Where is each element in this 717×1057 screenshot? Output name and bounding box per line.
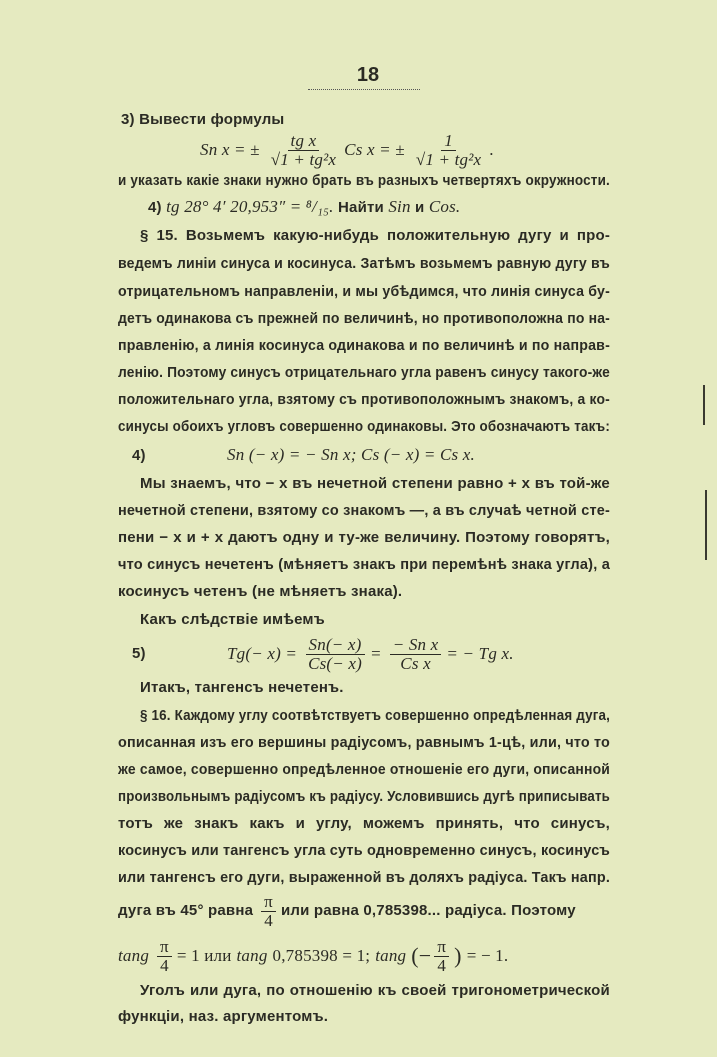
paragraph-line: произвольнымъ радіусомъ къ радіусу. Условившись дугѣ приписывать bbox=[118, 788, 610, 805]
paragraph-line: детъ одинакова съ прежней по величинѣ, но противоположна по на- bbox=[118, 310, 611, 327]
formula-sin-cos bbox=[200, 130, 610, 170]
paragraph-line: правленію, а линія косинуса одинакова и по величинѣ и по направ- bbox=[118, 337, 611, 354]
paragraph-line: описанная изъ его вершины радіусомъ, равнымъ 1-цѣ, или, что то bbox=[118, 734, 611, 751]
paragraph-line: тотъ же знакъ какъ и углу, можемъ принять, что синусъ, bbox=[118, 815, 611, 832]
paragraph-line: косинусъ или тангенсъ угла суть одновременно синусъ, косинусъ bbox=[118, 842, 610, 859]
fraction: $\frac{\pi}{4}$ bbox=[434, 938, 449, 975]
paragraph-line: § 15. Возьмемъ какую-нибудь положительную дугу и про- bbox=[140, 227, 611, 244]
equation-5: 5) Tg(− x) = $\frac{Sn(- x)}{Cs(- x)}$ = $\frac{\text{− Sn x}}{\text{Cs x}}$ = − Tg x. bbox=[132, 634, 514, 673]
scan-edge-mark bbox=[703, 385, 705, 425]
fraction: $\frac{\pi}{4}$ bbox=[157, 938, 172, 975]
paragraph-line: отрицательномъ направленіи, и мы убѣдимся, что линія синуса бу- bbox=[118, 283, 610, 300]
page-number: 18 bbox=[356, 64, 380, 86]
paragraph-line: Какъ слѣдствіе имѣемъ bbox=[140, 611, 325, 628]
exercise-3-tail: и указать какіе знаки нужно брать въ разныхъ четвертяхъ окружности. bbox=[118, 172, 610, 189]
paragraph-line: § 16. Каждому углу соотвѣтствуетъ совершенно опредѣленная дуга, bbox=[140, 707, 611, 724]
tang-equation: tang $\frac{\pi}{4}$ = 1 или tang 0,785398 = 1; tang (− $\frac{\pi}{4}$ ) = − 1. bbox=[118, 936, 509, 975]
exercise-3-label: 3) Вывести формулы bbox=[121, 111, 285, 128]
arc-45-line: дуга въ 45° равна $\frac{\pi}{4}$ или равна 0,785398... радіуса. Поэтому bbox=[118, 891, 576, 930]
scan-edge-mark bbox=[705, 490, 707, 560]
equation-4: 4) Sn (− x) = − Sn x; Cs (− x) = Cs x. bbox=[132, 445, 476, 464]
page-number-rule bbox=[308, 89, 420, 90]
paragraph-line: Мы знаемъ, что − x въ нечетной степени равно + x въ той-же bbox=[140, 475, 610, 492]
paragraph-line: косинусъ четенъ (не мѣняетъ знака). bbox=[118, 583, 403, 600]
paragraph-line: что синусъ нечетенъ (мѣняетъ знакъ при перемѣнѣ знака угла), а bbox=[118, 556, 611, 573]
paragraph-line: или тангенсъ его дуги, выраженной въ доляхъ радіуса. Такъ напр. bbox=[118, 869, 611, 886]
paragraph-line: положительнаго угла, взятому съ противоположнымъ знакомъ, а ко- bbox=[118, 391, 610, 408]
paragraph-line: пени − x и + x даютъ одну и ту-же величину. Поэтому говорятъ, bbox=[118, 529, 611, 546]
exercise-4: 4) tg 28° 4′ 20,953″ = ⁸/₁₅. Найти Sin и Cos. bbox=[148, 197, 461, 216]
formula-cs-lhs: Cs x = ± bbox=[344, 140, 405, 159]
paragraph-line: ленію. Поэтому синусъ отрицательнаго угла равенъ синусу такого-же bbox=[118, 364, 611, 381]
fraction: $\frac{Sn(- x)}{Cs(- x)}$ bbox=[305, 636, 365, 673]
paragraph-line: Уголъ или дуга, по отношенію къ своей тригонометрической bbox=[140, 982, 610, 999]
paragraph-line: ведемъ линіи синуса и косинуса. Затѣмъ возьмемъ равную дугу въ bbox=[118, 255, 610, 272]
paragraph-line: синусы обоихъ угловъ совершенно одинаковы. Это обозначаютъ такъ: bbox=[118, 418, 610, 435]
fraction: $\frac{\text{− Sn x}}{\text{Cs x}}$ bbox=[390, 636, 442, 673]
paragraph-line: нечетной степени, взятому со знакомъ —, а въ случаѣ четной сте- bbox=[118, 502, 611, 519]
period: . bbox=[489, 140, 494, 159]
paragraph-line: же самое, совершенно опредѣленное отношеніе его дуги, описанной bbox=[118, 761, 611, 778]
fraction: $\frac{\text{tg x}}{\text{√1 + tg²x}}$ bbox=[270, 130, 337, 169]
fraction: $\frac{\pi}{4}$ bbox=[261, 893, 276, 930]
paragraph-line: Итакъ, тангенсъ нечетенъ. bbox=[140, 679, 344, 696]
paragraph-line: функціи, наз. аргументомъ. bbox=[118, 1008, 329, 1025]
fraction: $\frac{1}{\text{√1 + tg²x}}$ bbox=[415, 130, 482, 169]
formula-sn-lhs: Sn x = ± bbox=[200, 140, 260, 159]
